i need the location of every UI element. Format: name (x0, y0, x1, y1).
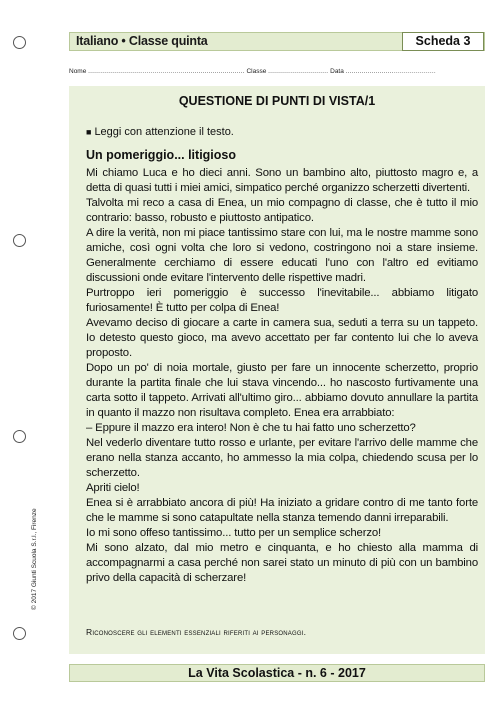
story-paragraph: A dire la verità, non mi piace tantissimo stare con lui, ma le nostre mamme sono amiche, così ogni volta che loro si vedono, costringono noi a stare insieme. Generalmente cerchiamo di essere educati l'uno con l'altro ed evitiamo discussioni onde evitare l'intervento delle rispettive madri. (86, 227, 478, 284)
story-paragraph: – Eppure il mazzo era intero! Non è che tu hai fatto uno scherzetto? (86, 422, 416, 434)
date-field[interactable]: ............................................. (345, 68, 436, 75)
class-field[interactable]: .............................. (268, 68, 329, 75)
story-paragraph: Io mi sono offeso tantissimo... tutto per un semplice scherzo! (86, 527, 382, 539)
instruction-text: Leggi con attenzione il testo. (94, 126, 234, 138)
story-paragraph: Avevamo deciso di giocare a carte in camera sua, seduti a terra su un tappeto. Io detesto questo gioco, ma avevo accettato per far contento lui che lo aveva proposto. (86, 317, 478, 359)
copyright-note: © 2017 Giunti Scuola S.r.l., Firenze (31, 508, 38, 610)
story-paragraph: Nel vederlo diventare tutto rosso e urlante, per evitare l'arrivo delle mamme che erano nella stanza accanto, ho ammesso la mia colpa, chiedendo scusa per lo scherzetto. (86, 437, 478, 479)
story-paragraph: Purtroppo ieri pomeriggio è successo l'inevitabile... abbiamo litigato furiosamente! È tutto per colpa di Enea! (86, 287, 478, 314)
story-paragraph: Talvolta mi reco a casa di Enea, un mio compagno di classe, che è tutto il mio contrario: basso, robusto e piuttosto antipatico. (86, 197, 478, 224)
binder-hole-1 (13, 36, 26, 49)
name-label: Nome (69, 68, 87, 75)
subject-label: Italiano • Classe quinta (76, 34, 208, 48)
header-bar (69, 32, 485, 51)
name-row (69, 68, 485, 75)
story-paragraph: Mi chiamo Luca e ho dieci anni. Sono un bambino alto, piuttosto magro e, a detta di quasi tutti i miei amici, simpatico perché organizzo scherzetti divertenti. (86, 167, 478, 194)
worksheet-title: QUESTIONE DI PUNTI DI VISTA/1 (178, 94, 376, 108)
date-label: Data (330, 68, 344, 75)
name-field[interactable]: .............................................................................. (88, 68, 245, 75)
binder-hole-2 (13, 234, 26, 247)
story-paragraph: Apriti cielo! (86, 482, 140, 494)
bullet-icon: ■ (86, 127, 92, 137)
class-label: Classe (246, 68, 267, 75)
binder-hole-3 (13, 430, 26, 443)
story-paragraph: Dopo un po' di noia mortale, giusto per fare un innocente scherzetto, proprio durante la partita finale che lui stava vincendo... ho nascosto furtivamente una carta sotto il tappeto. Arrivati all'ultimo giro... abbiamo dovuto annullare la partita in quanto il mazzo non risultava completo. Enea era arrabbiato: (86, 362, 478, 419)
binder-hole-4 (13, 627, 26, 640)
instruction (86, 126, 234, 138)
footer-bar: La Vita Scolastica - n. 6 - 2017 (69, 664, 485, 682)
sheet-label: Scheda 3 (402, 32, 484, 51)
story-text (86, 166, 478, 586)
story-title: Un pomeriggio... litigioso (86, 148, 236, 162)
story-paragraph: Mi sono alzato, dal mio metro e cinquanta, e ho chiesto alla mamma di accompagnarmi a casa perché non sarei stato un minuto di più con un bambino privo della capacità di scherzare! (86, 542, 478, 584)
story-paragraph: Enea si è arrabbiato ancora di più! Ha iniziato a gridare contro di me tanto forte che le mamme si sono catapultate nella stanza temendo danni irreparabili. (86, 497, 478, 524)
worksheet-panel (69, 86, 485, 654)
task-instruction: Riconoscere gli elementi essenziali riferiti ai personaggi. (86, 627, 307, 637)
